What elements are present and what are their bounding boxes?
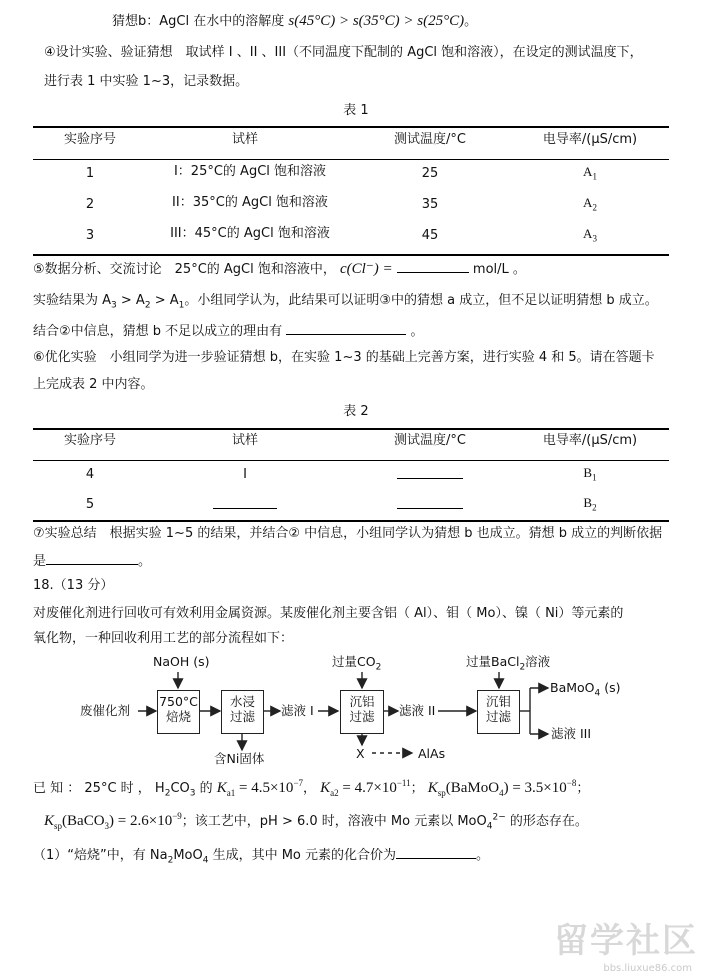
- step6-line1: ⑥优化实验 小组同学为进一步验证猜想 b，在实验 1~3 的基础上完善方案，进行实验 4 和 5。请在答题卡: [33, 350, 655, 365]
- step6-line2: 上完成表 2 中内容。: [33, 377, 154, 392]
- step4-line2: 进行表 1 中实验 1~3，记录数据。: [44, 74, 249, 89]
- table2-header-rule: [33, 460, 669, 461]
- table2-row5-sample-blank[interactable]: [160, 496, 330, 515]
- step7-answer-blank: [46, 552, 138, 565]
- table2-row4-id: 4: [85, 467, 95, 482]
- table1-row1-value: $A_1$: [583, 164, 597, 182]
- reagent-naoh: NaOH (s): [153, 654, 210, 669]
- table2-caption: 表 2: [343, 404, 369, 419]
- step-leach-filter-box: 水浸 过滤: [221, 690, 264, 734]
- table1-row3-value: $A_3$: [583, 226, 597, 244]
- table1-row2-sample: II：35°C的 AgCl 饱和溶液: [172, 195, 328, 210]
- result-line1: 实验结果为 $A_3 > A_2 > A_1$。小组同学认为，此结果可以证明③中的猜想 a 成立，但不足以证明猜想 b 成立。: [33, 293, 658, 311]
- ni-solid: 含Ni固体: [214, 751, 265, 766]
- table1-header-rule: [33, 159, 669, 160]
- table1-bottom-rule: [33, 254, 669, 256]
- table2-row5-value: $B_2$: [583, 495, 597, 513]
- q18-sub1: （1）“焙烧”中，有 $Na_2MoO_4$ 生成，其中 Mo 元素的化合价为 。: [33, 848, 490, 866]
- table1-row2-id: 2: [85, 197, 95, 212]
- table2-row5-temp-blank[interactable]: [370, 496, 490, 515]
- table1-header-id: 实验序号: [63, 132, 116, 147]
- table1-row3-id: 3: [85, 228, 95, 243]
- q18-intro-line1: 对废催化剂进行回收可有效利用金属资源。某废催化剂主要含铝（ Al）、钼（ Mo）、镍（ Ni）等元素的: [33, 606, 624, 621]
- table1-header-conductivity: 电导率/(μS/cm): [542, 132, 638, 147]
- reagent-bacl2: 过量BaCl$_2$溶液: [466, 654, 551, 673]
- watermark-url: bbs.liuxue86.com: [603, 963, 692, 974]
- step7-line2: 是 。: [33, 554, 152, 569]
- q18-header: 18.（13 分）: [33, 578, 114, 593]
- table2-row5-id: 5: [85, 497, 95, 512]
- hypothesis-b: 猜想b：AgCl 在水中的溶解度 s(45°C) > s(35°C) > s(25°C)。: [112, 13, 478, 29]
- filtrate-3: 滤液 III: [551, 726, 592, 741]
- table2-header-id: 实验序号: [63, 433, 116, 448]
- table1-row3-sample: III：45°C的 AgCl 饱和溶液: [170, 226, 330, 241]
- step5-answer-blank: [397, 260, 469, 273]
- table1-header-temp: 测试温度/°C: [394, 132, 466, 147]
- table2-row4-temp-blank[interactable]: [370, 466, 490, 485]
- reagent-co2: 过量$CO_2$: [332, 654, 382, 673]
- table1-row1-id: 1: [85, 166, 95, 181]
- process-flowchart: [0, 650, 712, 770]
- table1-top-rule: [33, 126, 669, 128]
- table2-row4-sample: I: [243, 467, 247, 482]
- table1-header-sample: 试样: [231, 132, 258, 147]
- table1-row1-temp: 25: [421, 166, 439, 181]
- filtrate-1: 滤液 I: [281, 703, 314, 718]
- table2-top-rule: [33, 428, 669, 430]
- known-line2: $K_{sp}(BaCO_3) = 2.6\times 10^{-9}$；该工艺中，pH > 6.0 时，溶液中 Mo 元素以 MoO$_4^{2-}$ 的形态存在。: [44, 811, 588, 832]
- table1-caption: 表 1: [343, 103, 369, 118]
- q18-intro-line2: 氧化物，一种回收利用工艺的部分流程如下：: [33, 631, 294, 646]
- start-waste-catalyst: 废催化剂: [80, 703, 131, 718]
- q18-sub1-answer-blank: [396, 846, 476, 859]
- table2-row4-value: $B_1$: [583, 465, 597, 483]
- step-precip-al-box: 沉铝 过滤: [340, 690, 384, 734]
- table2-header-sample: 试样: [231, 433, 258, 448]
- watermark-logo: 留学社区: [554, 921, 698, 961]
- product-alas: AlAs: [418, 746, 446, 761]
- result-answer-blank: [286, 322, 406, 335]
- step-precip-mo-box: 沉钼 过滤: [477, 690, 520, 734]
- table2-bottom-rule: [33, 520, 669, 522]
- step5-line: ⑤数据分析、交流讨论 25°C的 AgCl 饱和溶液中， c(Cl⁻) = mol/L 。: [33, 261, 526, 277]
- result-line2: 结合②中信息，猜想 b 不足以成立的理由有 。: [33, 324, 424, 339]
- table1-row3-temp: 45: [421, 228, 439, 243]
- step-roast-box: 750°C 焙烧: [157, 690, 200, 734]
- known-line1: 已 知 ： 25°C 时 ， $H_2CO_3$ 的 $K_{a1} = 4.5\times 10^{-7}$， $K_{a2} = 4.7\times 10^{-11}$； $K_{sp}(BaMoO_4) = 3.5\times 10^{-8}$；: [33, 778, 590, 799]
- step4-line1: ④设计实验、验证猜想 取试样 I 、II 、III（不同温度下配制的 AgCl 饱和溶液），在设定的测试温度下，: [44, 45, 643, 60]
- table2-header-conductivity: 电导率/(μS/cm): [542, 433, 638, 448]
- product-bamoo4: BaMoO$_4$ (s): [550, 680, 621, 699]
- filtrate-2: 滤液 II: [399, 703, 436, 718]
- table1-row2-value: $A_2$: [583, 195, 597, 213]
- step7-line1: ⑦实验总结 根据实验 1~5 的结果，并结合② 中信息，小组同学认为猜想 b 也成立。猜想 b 成立的判断依据: [33, 526, 663, 541]
- table2-header-temp: 测试温度/°C: [394, 433, 466, 448]
- intermediate-x: X: [356, 746, 365, 761]
- table1-row2-temp: 35: [421, 197, 439, 212]
- table1-row1-sample: I：25°C的 AgCl 饱和溶液: [173, 164, 327, 179]
